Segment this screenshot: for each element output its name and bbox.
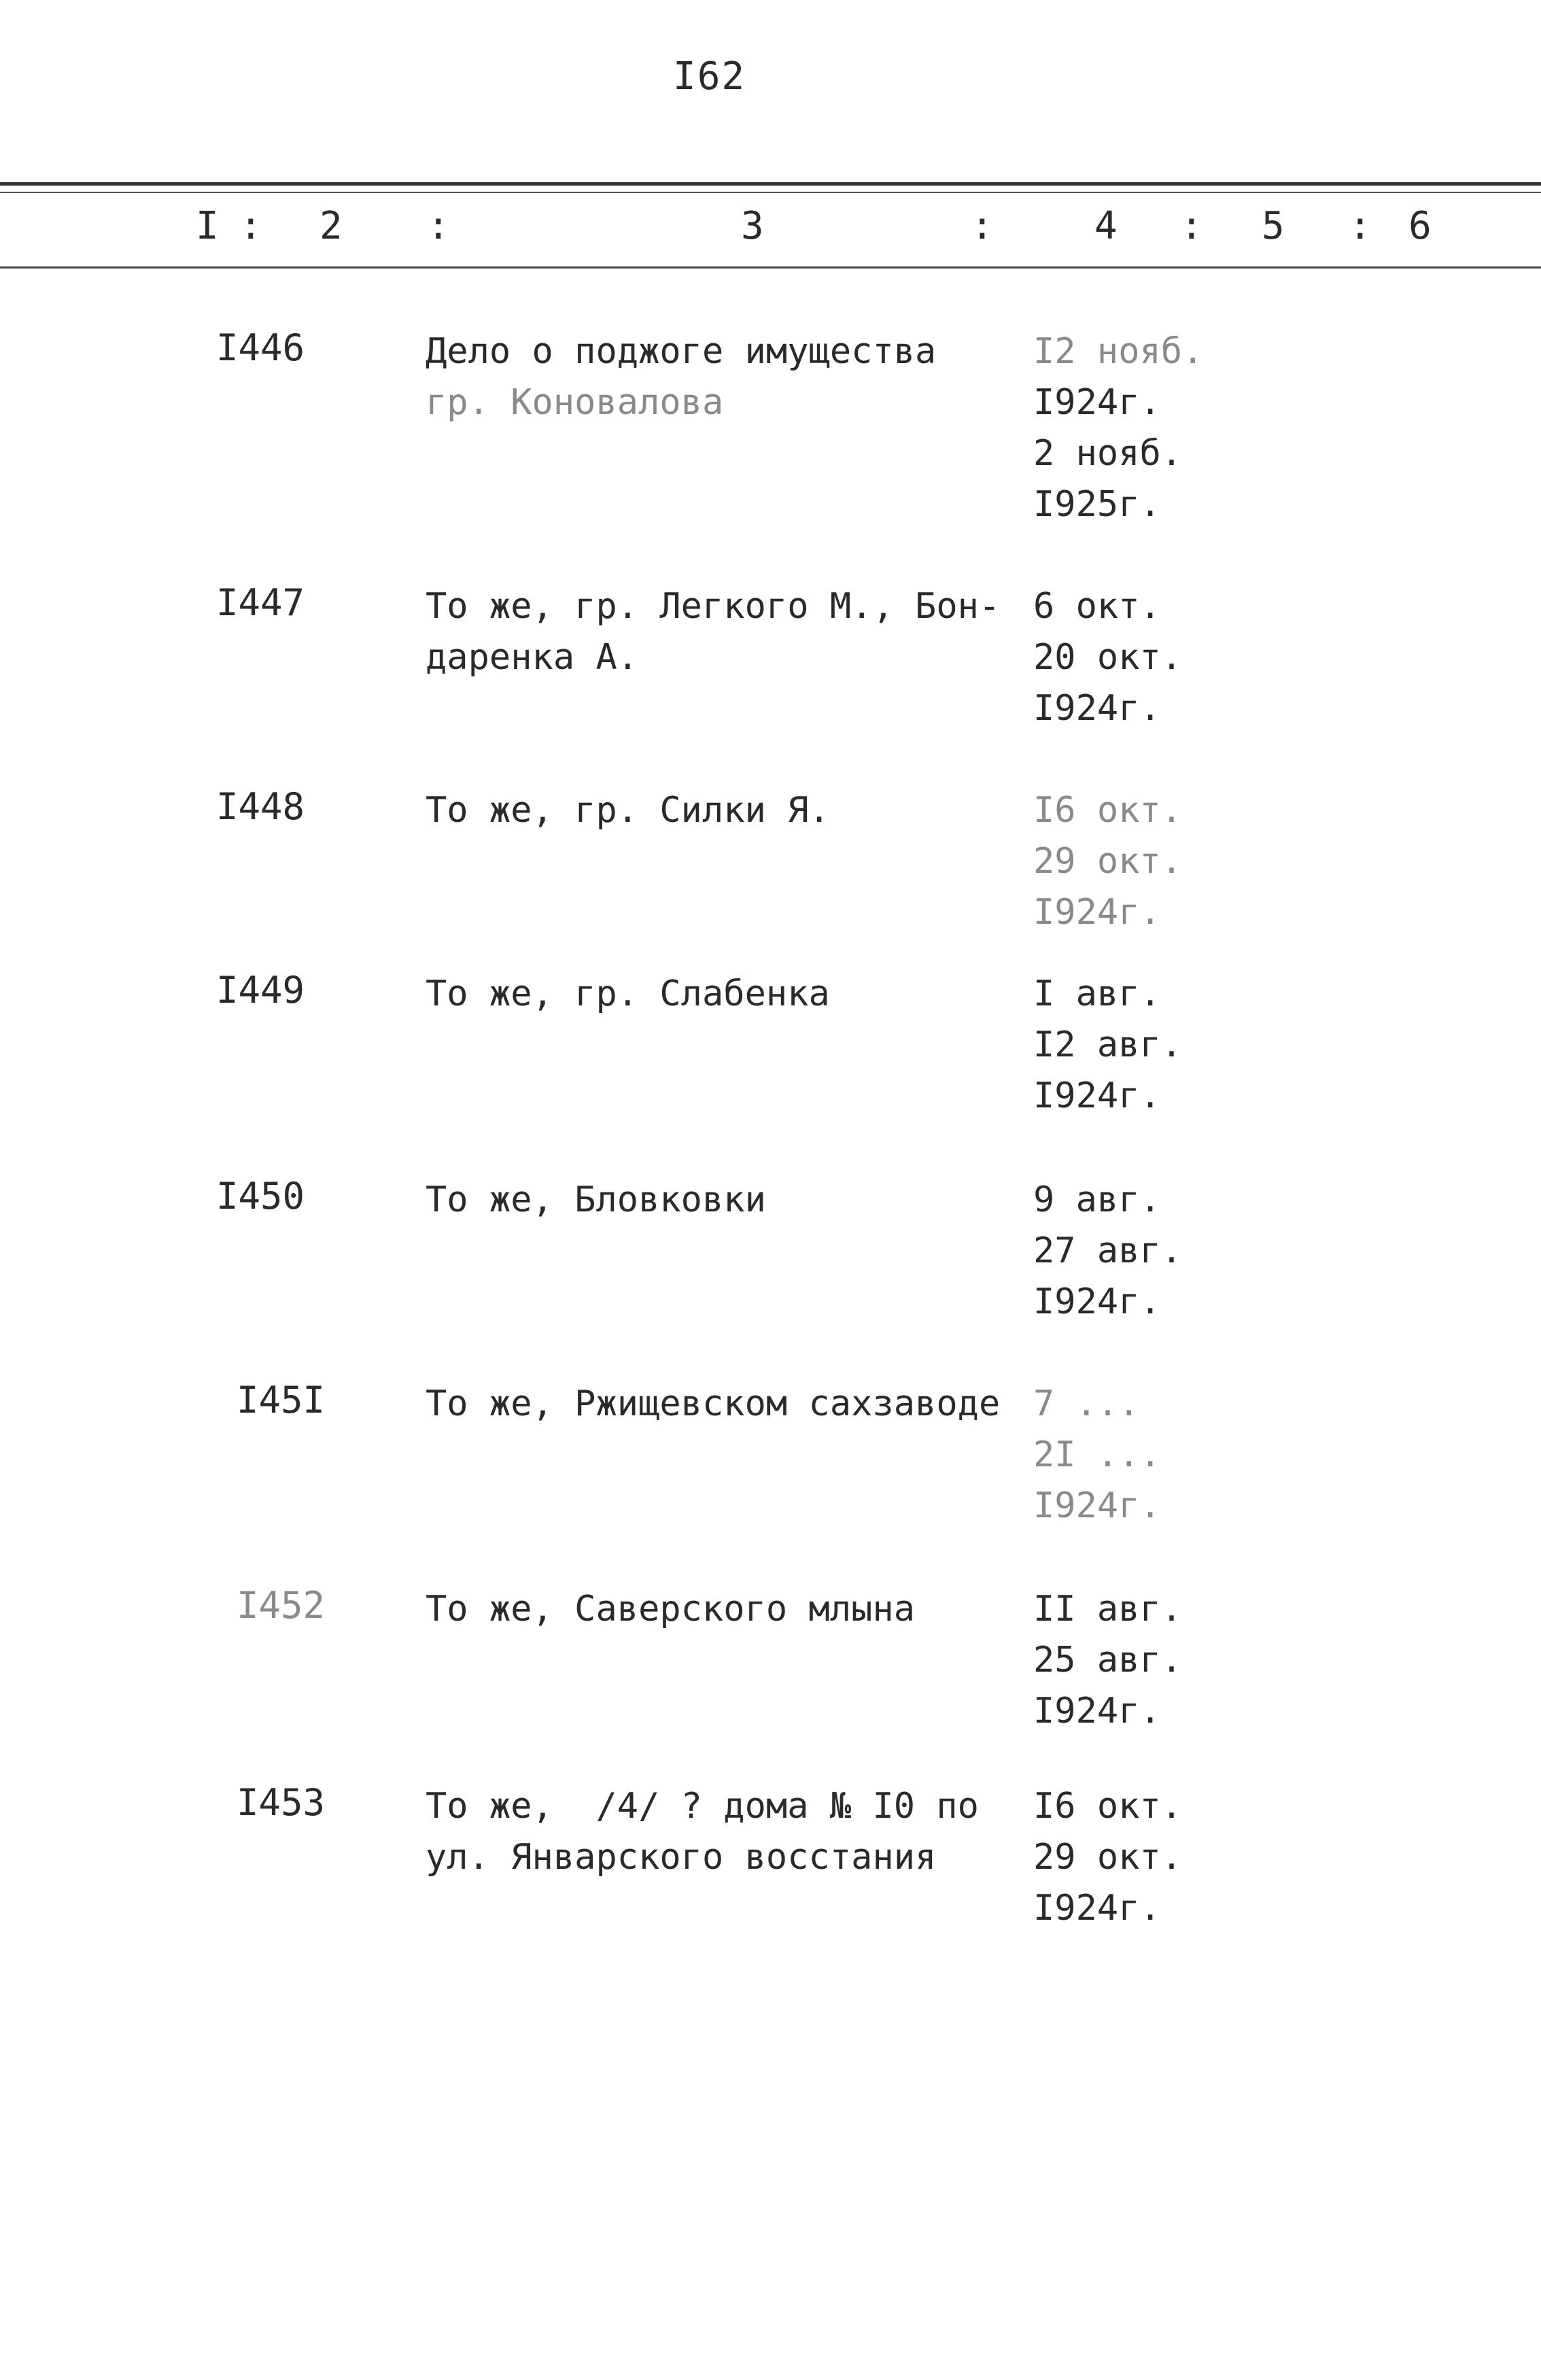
date-line: 9 авг.: [1033, 1179, 1161, 1220]
col-header-5: 5: [1262, 204, 1285, 248]
col-header-sep: :: [239, 204, 262, 248]
entry-title: [426, 1379, 1024, 1430]
date-line: 2 нояб.: [1033, 433, 1183, 474]
entry-dates: [1033, 969, 1182, 1122]
date-line: I6 окт.: [1033, 1786, 1183, 1827]
entry-number: I449: [216, 969, 305, 1012]
entry-number: I446: [216, 326, 305, 369]
date-line: I2 авг.: [1033, 1024, 1183, 1065]
col-header-6: 6: [1408, 204, 1432, 248]
header-rule-bottom: [0, 266, 1541, 269]
date-line: 20 окт.: [1033, 637, 1183, 678]
entry-dates: [1033, 785, 1182, 938]
entry-title: [426, 785, 1024, 836]
header-rule-top: [0, 182, 1541, 186]
entry-title: [426, 1584, 1024, 1635]
col-header-2: 2: [319, 204, 343, 248]
entry-title: [426, 969, 1024, 1020]
date-line: I2 нояб.: [1033, 331, 1204, 372]
date-line: I924г.: [1033, 892, 1161, 933]
date-line: II авг.: [1033, 1589, 1183, 1629]
entry-number: I450: [216, 1175, 305, 1218]
entry-title: [426, 1781, 1024, 1883]
col-header-3: 3: [741, 204, 764, 248]
col-header-1: I: [196, 204, 219, 248]
entry-dates: [1033, 1175, 1182, 1328]
entry-number: I447: [216, 581, 305, 624]
col-header-sep: :: [971, 204, 994, 248]
date-line: I924г.: [1033, 1281, 1161, 1322]
date-line: 29 окт.: [1033, 841, 1183, 882]
date-line: 6 окт.: [1033, 586, 1161, 627]
entry-number: I453: [237, 1781, 326, 1824]
title-line: Дело о поджоге имущества: [426, 331, 937, 372]
entry-dates: [1033, 581, 1182, 734]
entry-dates: [1033, 1781, 1182, 1934]
title-line: То же, гр. Силки Я.: [426, 790, 830, 831]
title-line: То же, гр. Легкого М., Бон-: [426, 586, 1001, 627]
date-line: 25 авг.: [1033, 1640, 1183, 1680]
date-line: I924г.: [1033, 1888, 1161, 1929]
entry-dates: [1033, 1584, 1182, 1737]
date-line: 29 окт.: [1033, 1837, 1183, 1878]
title-line: ул. Январского восстания: [426, 1837, 937, 1878]
title-line: То же, Бловковки: [426, 1179, 766, 1220]
entry-number: I448: [216, 785, 305, 828]
entry-dates: [1033, 1379, 1161, 1532]
date-line: I924г.: [1033, 688, 1161, 729]
date-line: I925г.: [1033, 484, 1161, 525]
entry-title: [426, 1175, 1024, 1226]
entry-dates: [1033, 326, 1203, 530]
col-header-sep: :: [1180, 204, 1203, 248]
page-number: I62: [673, 54, 746, 99]
header-rule-top-thin: [0, 192, 1541, 193]
date-line: I924г.: [1033, 1485, 1161, 1526]
date-line: I924г.: [1033, 382, 1161, 423]
entry-title: [426, 581, 1024, 683]
date-line: I авг.: [1033, 973, 1161, 1014]
entry-number: I452: [237, 1584, 326, 1627]
date-line: I6 окт.: [1033, 790, 1183, 831]
title-line: То же, /4/ ? дома № I0 по: [426, 1786, 979, 1827]
col-header-4: 4: [1094, 204, 1118, 248]
date-line: 7 ...: [1033, 1383, 1140, 1424]
entry-title: [426, 326, 1024, 428]
title-line: гр. Коновалова: [426, 382, 724, 423]
title-line: То же, гр. Слабенка: [426, 973, 830, 1014]
col-header-sep: :: [1349, 204, 1372, 248]
title-line: То же, Ржищевском сахзаводе: [426, 1383, 1001, 1424]
col-header-sep: :: [427, 204, 450, 248]
date-line: 2I ...: [1033, 1434, 1161, 1475]
date-line: 27 авг.: [1033, 1230, 1183, 1271]
title-line: То же, Саверского млына: [426, 1589, 916, 1629]
title-line: даренка А.: [426, 637, 639, 678]
date-line: I924г.: [1033, 1075, 1161, 1116]
date-line: I924г.: [1033, 1691, 1161, 1731]
entry-number: I45I: [237, 1379, 326, 1421]
